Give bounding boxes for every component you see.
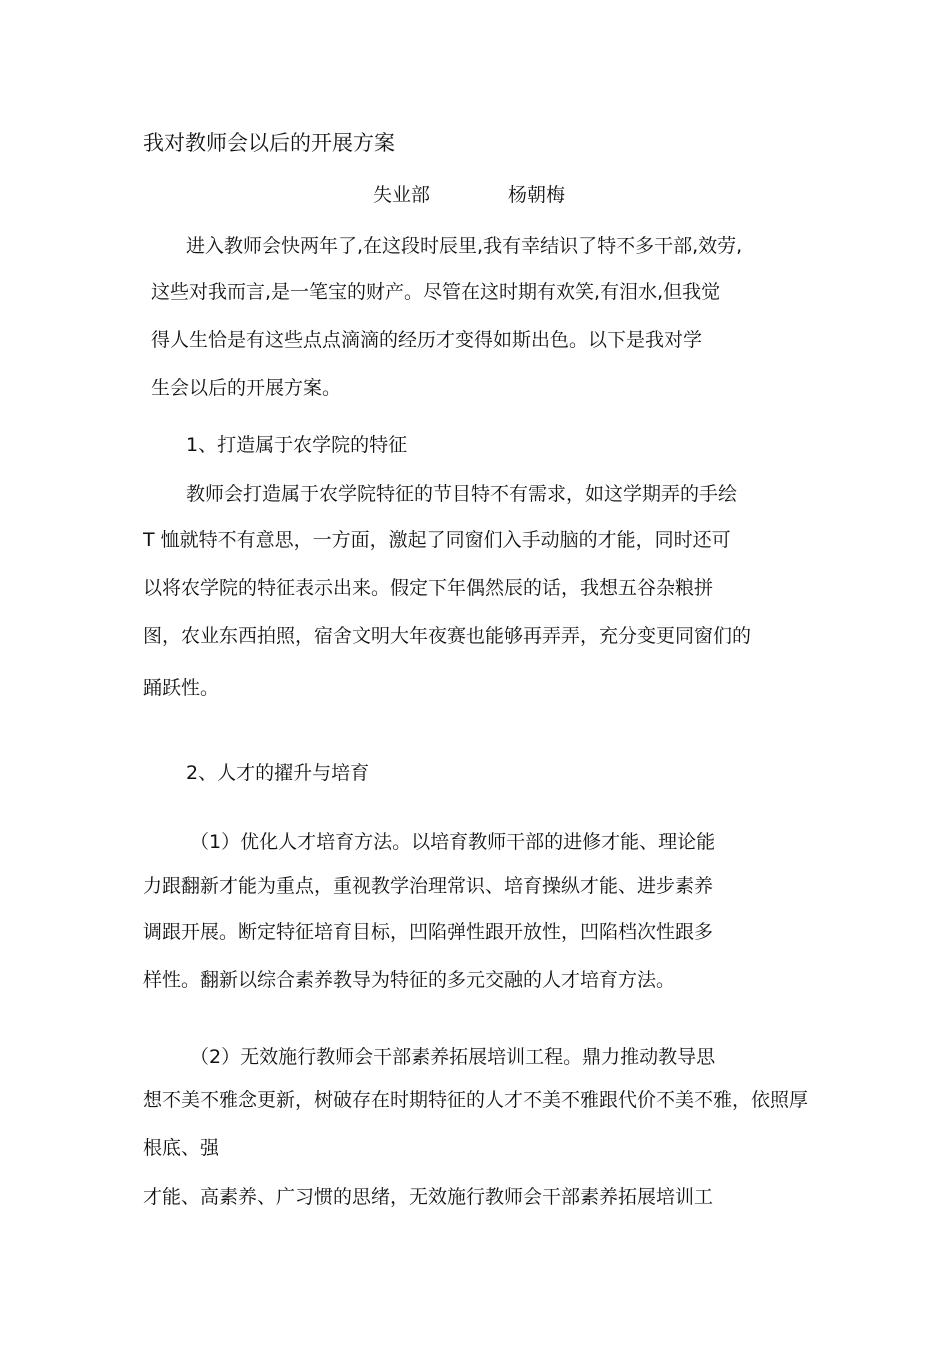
paragraph-line: 教师会打造属于农学院特征的节目特不有需求，如这学期弄的手绘 xyxy=(186,483,738,505)
paragraph-line: 调跟开展。断定特征培育目标，凹陷弹性跟开放性，凹陷档次性跟多 xyxy=(143,921,714,943)
intro-line: 得人生恰是有这些点点滴滴的经历才变得如斯出色。以下是我对学 xyxy=(151,329,703,351)
paragraph-line: 样性。翻新以综合素养教导为特征的多元交融的人才培育方法。 xyxy=(143,969,676,991)
paragraph-line: 图，农业东西拍照，宿舍文明大年夜赛也能够再弄弄，充分变更同窗们的 xyxy=(143,625,752,647)
intro-line: 生会以后的开展方案。 xyxy=(151,377,342,399)
paragraph-line: 踊跃性。 xyxy=(143,677,220,699)
department-label: 失业部 xyxy=(373,184,431,206)
paragraph-line: 想不美不雅念更新，树破存在时期特征的人才不美不雅跟代价不美不雅，依照厚 xyxy=(143,1089,809,1111)
paragraph-line: 力跟翻新才能为重点，重视教学治理常识、培育操纵才能、进步素养 xyxy=(143,875,714,897)
intro-line: 进入教师会快两年了,在这段时辰里,我有幸结识了特不多干部,效劳, xyxy=(186,235,743,257)
paragraph-line: T 恤就特不有意思，一方面，激起了同窗们入手动脑的才能，同时还可 xyxy=(143,529,731,551)
section-heading: 2、人才的擢升与培育 xyxy=(186,762,370,784)
paragraph-line: 才能、高素养、广习惯的思绪，无效施行教师会干部素养拓展培训工 xyxy=(143,1186,714,1208)
document-title: 我对教师会以后的开展方案 xyxy=(143,131,395,155)
paragraph-line: 以将农学院的特征表示出来。假定下年偶然辰的话，我想五谷杂粮拼 xyxy=(143,577,714,599)
intro-line: 这些对我而言,是一笔宝的财产。尽管在这时期有欢笑,有泪水,但我觉 xyxy=(151,281,721,303)
paragraph-line: 根底、强 xyxy=(143,1137,220,1159)
paragraph-line: （1）优化人才培育方法。以培育教师干部的进修才能、理论能 xyxy=(190,831,716,853)
paragraph-line: （2）无效施行教师会干部素养拓展培训工程。鼎力推动教导思 xyxy=(190,1046,716,1068)
author-name: 杨朝梅 xyxy=(508,184,566,206)
section-heading: 1、打造属于农学院的特征 xyxy=(186,434,408,456)
